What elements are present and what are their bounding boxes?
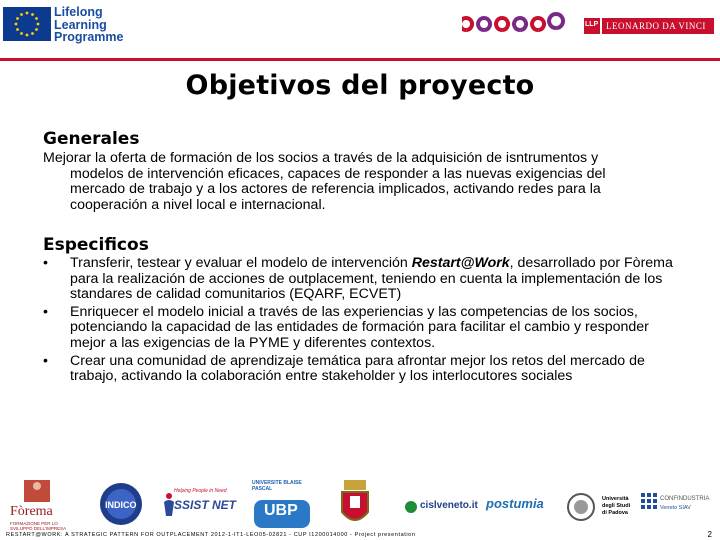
especificos-list — [43, 256, 683, 387]
postumia-name: postumia — [486, 496, 544, 511]
unipd-line-1: Università — [602, 496, 629, 502]
assist-tagline: Helping People in Need — [174, 488, 227, 494]
unipd-line-3: di Padova — [602, 510, 628, 516]
ubp-logo — [252, 480, 312, 532]
llp-line-2: Learning — [54, 17, 107, 32]
generales-line-3: mercado de trabajo y a los actores de referencia implicados, activando redes para la — [70, 181, 601, 198]
generales-line-2: modelos de intervención eficaces, capaces de responder a las nuevas exigencias del — [70, 165, 606, 182]
especificos-heading: Especificos — [43, 235, 149, 255]
generales-line-1: Mejorar la oferta de formación de los socios a través de la adquisición de isntrumentos y — [43, 150, 599, 166]
list-item — [43, 256, 683, 303]
cisl-mark-icon — [404, 500, 418, 514]
eu-flag-icon — [3, 7, 51, 41]
generales-heading: Generales — [43, 129, 140, 149]
cisl-name: cislveneto.it — [420, 500, 478, 511]
llp-line-3: Programme — [54, 30, 124, 44]
item1-post: , desarrollado por Fòrema para la realización de acciones de outplacement, teniendo en cuenta la implementación de los standares de calidad comunitarios (EQARF, ECVET) — [70, 255, 673, 303]
coat-of-arms-icon — [338, 478, 372, 530]
llp-line-1: Lifelong — [54, 5, 103, 19]
bullet-icon: • — [43, 303, 48, 320]
eu-stars-icon — [3, 7, 51, 41]
confindustria-logo — [640, 492, 718, 522]
forema-logo — [4, 478, 70, 532]
slide-title: Objetivos del proyecto — [185, 70, 535, 101]
forema-name: Fòrema — [10, 504, 53, 519]
confindustria-line-2: Veneto SIAV — [660, 505, 691, 511]
item3-text: Crear una comunidad de aprendizaje temática para afrontar mejor los retos del mercado de trabajo, activando la colaboración entre stakeholder y los interlocutores sociales — [70, 352, 645, 385]
forema-sub-1: FORMAZIONE PER LO — [10, 521, 58, 526]
llp-badge: LLP — [585, 21, 599, 28]
leonardo-label: LEONARDO DA VINCI — [606, 21, 706, 31]
header-divider — [0, 58, 720, 61]
ubp-tagline: UNIVERSITE BLAISE PASCAL — [252, 480, 302, 492]
header — [0, 0, 720, 58]
cisl-veneto-logo — [404, 498, 476, 516]
item2-text: Enriquecer el modelo inicial a través de las experiencias y las competencias de los socios, potenciando la capacidad de las entidades de formación para facilitar el cambio y responder mejor a las exigencias de la PYME y diferentes contextos. — [70, 303, 649, 351]
item1-bold: Restart@Work — [411, 255, 510, 271]
list-item — [43, 354, 683, 385]
bullet-icon: • — [43, 255, 48, 271]
assist-net-logo — [162, 488, 242, 528]
indico-name: INDICO — [105, 500, 137, 510]
ubp-name: UBP — [264, 502, 298, 519]
unipd-logo — [566, 492, 636, 528]
unipd-seal-icon — [566, 492, 596, 522]
assist-name: SSIST NET — [174, 498, 237, 512]
list-item — [43, 305, 683, 352]
confindustria-line-1: CONFINDUSTRIA — [660, 496, 710, 502]
generales-line-4: cooperación a nivel local e internacional. — [70, 196, 326, 213]
generales-paragraph — [43, 151, 683, 213]
forema-figure-icon — [4, 478, 70, 504]
unipd-line-2: degli Studi — [602, 503, 631, 509]
partner-logos — [0, 472, 720, 532]
project-footer-line: RESTART@WORK: A STRATEGIC PATTERN FOR OUTPLACEMENT 2012-1-IT1-LEO05-02821 - CUP I1200014000 - Project presentation — [6, 532, 416, 538]
item1-pre: Transferir, testear y evaluar el modelo de intervención — [70, 255, 412, 271]
confindustria-grid-icon — [640, 492, 658, 514]
postumia-logo — [486, 496, 556, 518]
page-number: 2 — [707, 530, 712, 539]
bullet-icon: • — [43, 352, 48, 369]
coat-of-arms-logo — [338, 478, 372, 530]
leonardo-da-vinci-logo — [462, 8, 716, 44]
indico-logo — [96, 482, 146, 532]
llp-logo-text — [54, 6, 123, 44]
forema-sub-2: SVILUPPO DELL'IMPRESA — [10, 526, 67, 531]
